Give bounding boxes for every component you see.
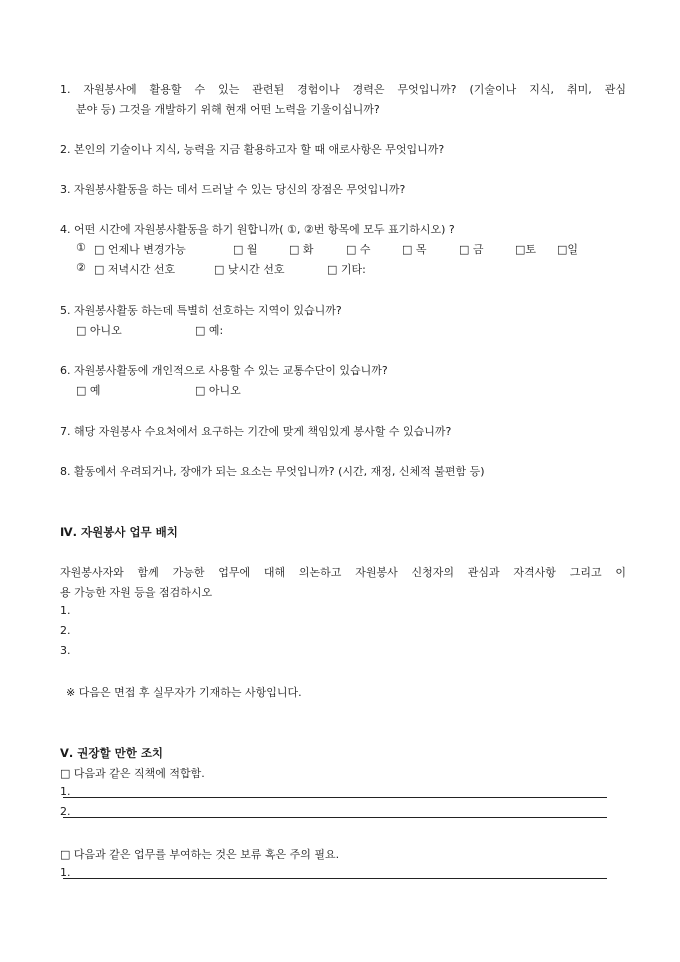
suitable-line-2[interactable] xyxy=(63,805,607,818)
q4-option-wed[interactable]: □ 수 xyxy=(346,243,371,256)
staff-note: ※ 다음은 면접 후 실무자가 기재하는 사항입니다. xyxy=(66,686,302,699)
q4-option-other[interactable]: □ 기타: xyxy=(327,263,366,276)
section-4-desc-line1: 자원봉사자와 함께 가능한 업무에 대해 의논하고 자원봉사 신청자의 관심과 자격사항 그리고 이 xyxy=(60,566,626,579)
q4-option-tue[interactable]: □ 화 xyxy=(289,243,314,256)
q4-row2-marker: ② xyxy=(76,261,86,274)
question-7: 7. 해당 자원봉사 수요처에서 요구하는 기간에 맞게 책임있게 봉사할 수 있습니까? xyxy=(60,425,452,438)
q4-option-evening[interactable]: □ 저녁시간 선호 xyxy=(94,263,176,276)
q4-option-anytime[interactable]: □ 언제나 변경가능 xyxy=(94,243,186,256)
q4-option-sun[interactable]: □일 xyxy=(557,243,579,256)
question-1-line1: 1. 자원봉사에 활용할 수 있는 관련된 경험이나 경력은 무엇입니까? (기술이나 지식, 취미, 관심 xyxy=(60,83,626,96)
caution-line-1-label: 1. xyxy=(60,866,71,879)
section-4-item-1: 1. xyxy=(60,604,71,617)
suitable-line-2-label: 2. xyxy=(60,805,71,818)
question-3: 3. 자원봉사활동을 하는 데서 드러날 수 있는 당신의 장점은 무엇입니까? xyxy=(60,183,406,196)
section-4-desc-line2: 용 가능한 자원 등을 점검하시오 xyxy=(60,586,213,599)
q6-option-yes[interactable]: □ 예 xyxy=(76,384,101,397)
question-6: 6. 자원봉사활동에 개인적으로 사용할 수 있는 교통수단이 있습니까? xyxy=(60,364,388,377)
suitable-line-1[interactable] xyxy=(63,785,607,798)
q4-option-sat[interactable]: □토 xyxy=(515,243,537,256)
caution-line-1[interactable] xyxy=(63,866,607,879)
question-4: 4. 어떤 시간에 자원봉사활동을 하기 원합니까( ①, ②번 항목에 모두 표기하시오) ? xyxy=(60,223,455,236)
suitable-line-1-label: 1. xyxy=(60,785,71,798)
q4-option-thu[interactable]: □ 목 xyxy=(402,243,427,256)
q5-option-yes[interactable]: □ 예: xyxy=(195,324,224,337)
section-4-title: Ⅳ. 자원봉사 업무 배치 xyxy=(60,525,178,539)
section-4-item-3: 3. xyxy=(60,644,71,657)
section-5-check-caution[interactable]: □ 다음과 같은 업무를 부여하는 것은 보류 혹은 주의 필요. xyxy=(60,848,340,861)
q4-option-mon[interactable]: □ 월 xyxy=(233,243,258,256)
q5-option-no[interactable]: □ 아니오 xyxy=(76,324,122,337)
q4-option-fri[interactable]: □ 금 xyxy=(459,243,484,256)
section-5-title: Ⅴ. 권장할 만한 조치 xyxy=(60,746,164,760)
question-2: 2. 본인의 기술이나 지식, 능력을 지금 활용하고자 할 때 애로사항은 무엇입니까? xyxy=(60,143,445,156)
q6-option-no[interactable]: □ 아니오 xyxy=(195,384,241,397)
section-5-check-suitable[interactable]: □ 다음과 같은 직책에 적합함. xyxy=(60,767,205,780)
question-8: 8. 활동에서 우려되거나, 장애가 되는 요소는 무엇입니까? (시간, 재정, 신체적 불편함 등) xyxy=(60,465,485,478)
question-5: 5. 자원봉사활동 하는데 특별히 선호하는 지역이 있습니까? xyxy=(60,304,342,317)
question-1-line2: 분야 등) 그것을 개발하기 위해 현재 어떤 노력을 기울이십니까? xyxy=(76,103,380,116)
q4-row1-marker: ① xyxy=(76,241,86,254)
q4-option-daytime[interactable]: □ 낮시간 선호 xyxy=(214,263,285,276)
section-4-item-2: 2. xyxy=(60,624,71,637)
